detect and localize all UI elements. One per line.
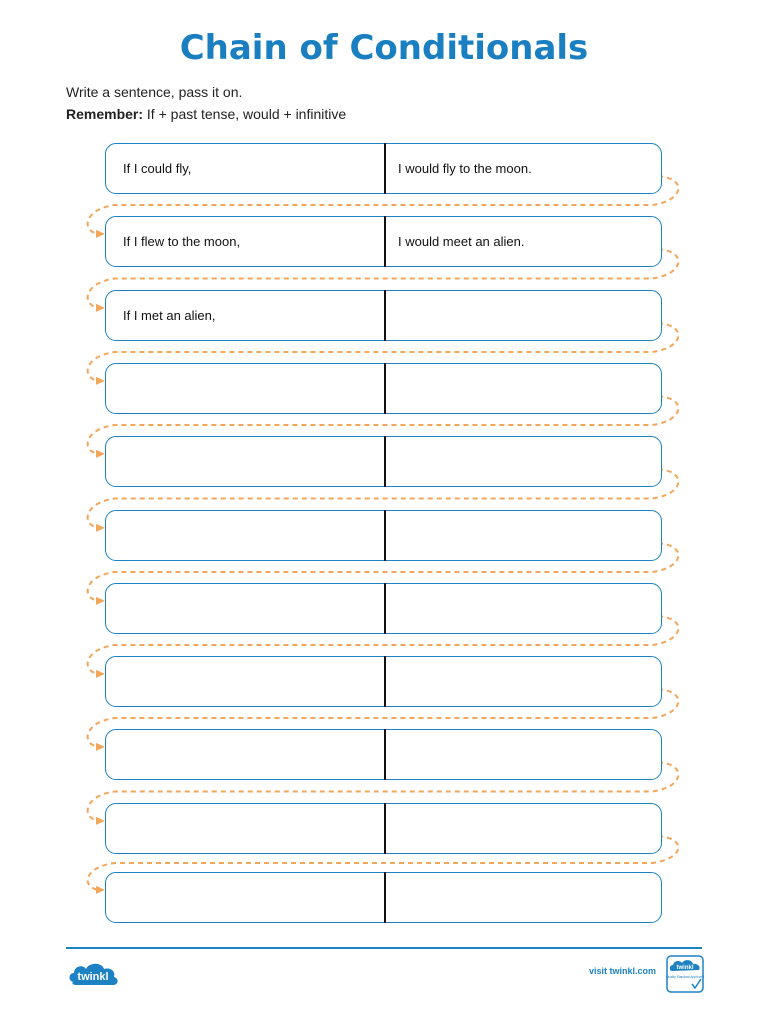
chain-row-6: [105, 510, 662, 561]
chain-arrowhead: [96, 886, 105, 894]
chain-arrowhead: [96, 524, 105, 532]
chain-row-2: [105, 216, 662, 267]
row-3-if-clause[interactable]: If I met an alien,: [123, 308, 216, 323]
logo-text: twinkl: [77, 971, 109, 983]
chain-row-1: [105, 143, 662, 194]
chain-arrowhead: [96, 743, 105, 751]
badge-subtext: Quality Standard Approved: [666, 975, 704, 979]
row-2-would-clause[interactable]: I would meet an alien.: [398, 234, 525, 249]
chain-arrowhead: [96, 377, 105, 385]
chain-row-5: [105, 436, 662, 487]
row-6-if-clause[interactable]: [123, 511, 378, 560]
chain-arrowhead: [96, 817, 105, 825]
chain-arrowhead: [96, 597, 105, 605]
row-9-if-clause[interactable]: [123, 730, 378, 779]
badge-text: twinkl: [676, 965, 694, 971]
row-10-if-clause[interactable]: [123, 804, 378, 853]
row-1-would-clause[interactable]: I would fly to the moon.: [398, 161, 532, 176]
remember-text: If + past tense, would + infinitive: [146, 106, 347, 122]
row-6-would-clause[interactable]: [398, 511, 653, 560]
row-divider: [384, 143, 386, 194]
page-title: Chain of Conditionals: [179, 28, 589, 68]
instruction-line: Write a sentence, pass it on.: [66, 84, 243, 100]
twinkl-logo: [66, 958, 122, 988]
chain-arrowhead: [96, 304, 105, 312]
chain-row-3: [105, 290, 662, 341]
row-divider: [384, 290, 386, 341]
row-divider: [384, 363, 386, 414]
row-3-would-clause[interactable]: [398, 291, 653, 340]
row-8-would-clause[interactable]: [398, 657, 653, 706]
row-divider: [384, 216, 386, 267]
row-divider: [384, 656, 386, 707]
chain-arrowhead: [96, 450, 105, 458]
row-5-if-clause[interactable]: [123, 437, 378, 486]
remember-label: Remember:: [66, 106, 144, 122]
row-divider: [384, 436, 386, 487]
row-5-would-clause[interactable]: [398, 437, 653, 486]
row-7-would-clause[interactable]: [398, 584, 653, 633]
visit-link[interactable]: visit twinkl.com: [588, 966, 656, 976]
chain-row-7: [105, 583, 662, 634]
row-10-would-clause[interactable]: [398, 804, 653, 853]
quality-badge: [666, 955, 704, 993]
row-8-if-clause[interactable]: [123, 657, 378, 706]
row-divider: [384, 583, 386, 634]
chain-row-9: [105, 729, 662, 780]
row-1-if-clause[interactable]: If I could fly,: [123, 161, 192, 176]
row-11-would-clause[interactable]: [398, 873, 653, 922]
row-divider: [384, 803, 386, 854]
row-divider: [384, 729, 386, 780]
row-4-would-clause[interactable]: [398, 364, 653, 413]
chain-row-10: [105, 803, 662, 854]
chain-arrowhead: [96, 230, 105, 238]
row-4-if-clause[interactable]: [123, 364, 378, 413]
chain-row-8: [105, 656, 662, 707]
row-2-if-clause[interactable]: If I flew to the moon,: [123, 234, 241, 249]
row-9-would-clause[interactable]: [398, 730, 653, 779]
chain-row-11: [105, 872, 662, 923]
row-7-if-clause[interactable]: [123, 584, 378, 633]
footer-divider: [66, 947, 702, 949]
row-divider: [384, 510, 386, 561]
row-divider: [384, 872, 386, 923]
chain-row-4: [105, 363, 662, 414]
row-11-if-clause[interactable]: [123, 873, 378, 922]
chain-arrowhead: [96, 670, 105, 678]
